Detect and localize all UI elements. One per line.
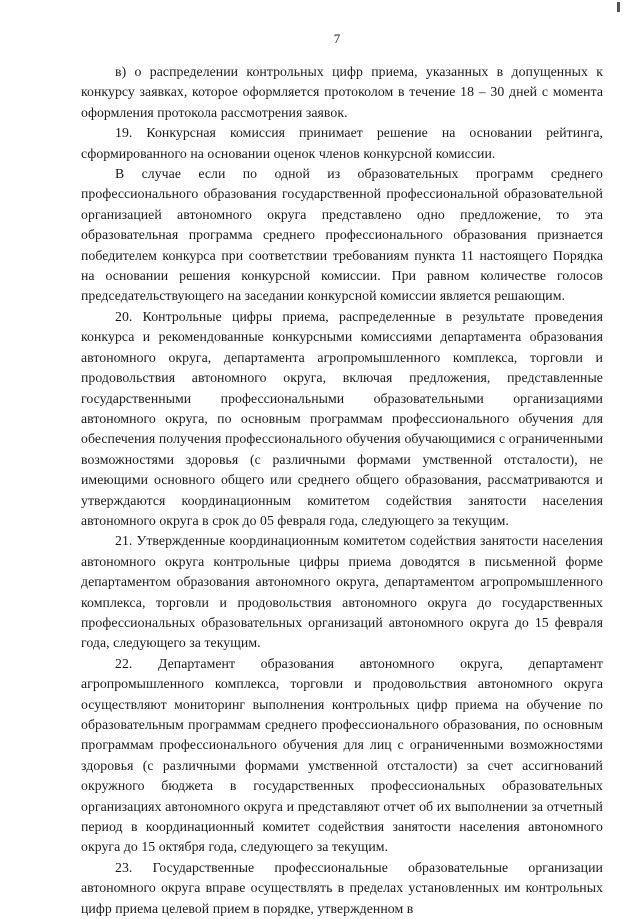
paragraph-23: 23. Государственные профессиональные образовательные организации автономного округа вправе осуществлять в пределах установленных им контрольных цифр приема целевой прием в порядке, утвержденном в (81, 859, 603, 916)
paragraph-21: 21. Утвержденные координационным комитетом содействия занятости населения автономного округа контрольные цифры приема доводятся в письменной форме департаментом образования автономного округа, департаментом агропромышленного комплекса, торговли и продовольствия автономного округа до государственных профессиональных образовательных организаций автономного округа до 15 февраля года, следующего за текущим. (81, 533, 603, 651)
paragraph-22: 22. Департамент образования автономного округа, департамент агропромышленного комплекса, торговли и продовольствия автономного округа осуществляют мониторинг выполнения контрольных цифр приема на обучение по образовательным программам среднего профессионального образования, по основным программам профессионального обучения для лиц с ограниченными возможностями здоровья (с различными формами умственной отсталости) за счет ассигнований окружного бюджета в государственных профессиональных образовательных организациях автономного округа и представляют отчет об их выполнении за отчетный период в координационный комитет содействия занятости населения автономного округа до 15 октября года, следующего за текущим. (81, 655, 603, 855)
scan-mark (617, 2, 620, 12)
paragraph-19-case: В случае если по одной из образовательных программ среднего профессионального образования государственной профессиональной образовательной организацией автономного округа представлено одно предложение, то эта образовательная программа среднего профессионального образования признается победителем конкурса при соответствии требованиям пункта 11 настоящего Порядка на основании решения конкурсной комиссии. При равном количестве голосов председательствующего на заседании конкурсной комиссии является решающим. (81, 166, 603, 304)
paragraph-19: 19. Конкурсная комиссия принимает решение на основании рейтинга, сформированного на основании оценок членов конкурсной комиссии. (81, 125, 603, 161)
page-number: 7 (333, 31, 341, 46)
paragraph-item-v: в) о распределении контрольных цифр приема, указанных в допущенных к конкурсу заявках, которое оформляется протоколом в течение 18 – 30 дней с момента оформления протокола рассмотрения заявок. (81, 64, 603, 120)
document-body (81, 62, 603, 919)
paragraph-20: 20. Контрольные цифры приема, распределенные в результате проведения конкурса и рекомендованные конкурсными комиссиями департамента образования автономного округа, департамента агропромышленного комплекса, торговли и продовольствия автономного округа, включая предложения, представленные государственными профессиональными образовательными организациями автономного округа, по основным программам профессионального обучения для обеспечения получения профессионального обучения обучающимися с ограниченными возможностями здоровья (с различными формами умственной отсталости), не имеющими основного общего или среднего общего образования, рассматриваются и утверждаются координационным комитетом содействия занятости населения автономного округа в срок до 05 февраля года, следующего за текущим. (81, 308, 603, 528)
